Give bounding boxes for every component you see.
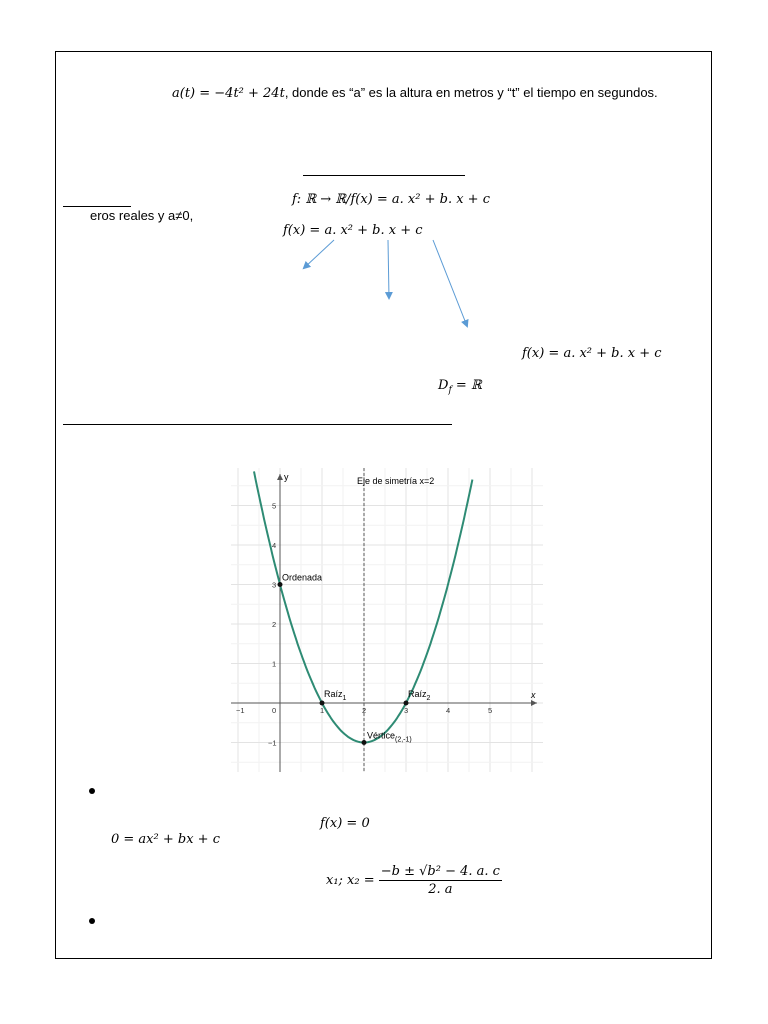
y-tick-label: 3 (272, 580, 277, 590)
root1-sub: 1 (342, 695, 347, 702)
x-tick-label: 3 (404, 706, 409, 715)
y-tick-label: 1 (272, 659, 277, 669)
section-rule (63, 424, 452, 425)
reals-text: eros reales y a≠0, (90, 208, 194, 223)
x-axis-label: x (531, 690, 536, 700)
x-axis-arrowhead (531, 700, 537, 706)
y-axis-arrowhead (277, 474, 283, 480)
parabola-curve (254, 471, 472, 742)
function-definition: f: ℝ → ℝ/f(x) = a. x² + b. x + c (292, 192, 490, 207)
bullet-1 (89, 788, 95, 794)
roots-numerator: −b ± √b² − 4. a. c (380, 864, 500, 879)
symmetry-axis-label: Eje de simetría x=2 (357, 476, 435, 486)
annotation-arrows (290, 236, 480, 336)
y-axis-label: y (284, 472, 289, 482)
domain-main: D (438, 378, 449, 393)
graph-point (320, 701, 325, 706)
quadratic-formula (326, 864, 502, 897)
root2-sub: 2 (426, 695, 431, 702)
arrow-a (304, 240, 334, 268)
graph-point (362, 740, 367, 745)
bullet-2 (89, 918, 95, 924)
graph-point (404, 701, 409, 706)
vertex-sub: (2,-1) (395, 736, 412, 744)
roots-denominator: 2. a (428, 882, 453, 897)
domain-rest: = ℝ (451, 378, 482, 393)
y-tick-label: 2 (272, 620, 277, 629)
ordinate-label: Ordenada (282, 572, 323, 583)
x-tick-label: 5 (488, 706, 493, 715)
y-tick-label: 4 (272, 541, 277, 550)
x-tick-label: 4 (446, 706, 451, 715)
height-formula-line (172, 84, 658, 102)
vertex-text: Vértice (367, 730, 396, 741)
domain-formula (438, 378, 482, 396)
parabola-graph (231, 468, 543, 772)
y-tick-label: −1 (268, 738, 277, 748)
roots-lhs: x₁; x₂ = (326, 873, 375, 888)
function-general: f(x) = a. x² + b. x + c (283, 223, 423, 238)
graph-point (278, 582, 283, 587)
y-tick-label: 5 (272, 501, 277, 511)
x-tick-label: −1 (236, 706, 245, 715)
heading-rule (303, 175, 465, 176)
arrow-c (433, 240, 467, 326)
quadratic-equation: 0 = ax² + bx + c (111, 832, 220, 847)
fx-zero: f(x) = 0 (320, 816, 370, 831)
x-tick-label: 0 (272, 706, 277, 715)
x-tick-label: 2 (362, 706, 367, 715)
height-formula: a(t) = −4t² + 24t (172, 86, 285, 101)
height-description: , donde es “a” es la altura en metros y “t” el tiempo en segundos. (284, 85, 658, 100)
short-rule (63, 206, 131, 207)
domain-sub: f (448, 385, 452, 396)
graph-grid (231, 468, 543, 772)
function-right: f(x) = a. x² + b. x + c (522, 346, 662, 361)
root2-text: Raíz (408, 689, 427, 699)
x-tick-label: 1 (320, 706, 325, 715)
arrow-b (388, 240, 389, 298)
graph-axes (231, 474, 537, 772)
root1-text: Raíz (324, 689, 343, 699)
roots-fraction (379, 864, 502, 897)
vertex-label (367, 731, 412, 744)
